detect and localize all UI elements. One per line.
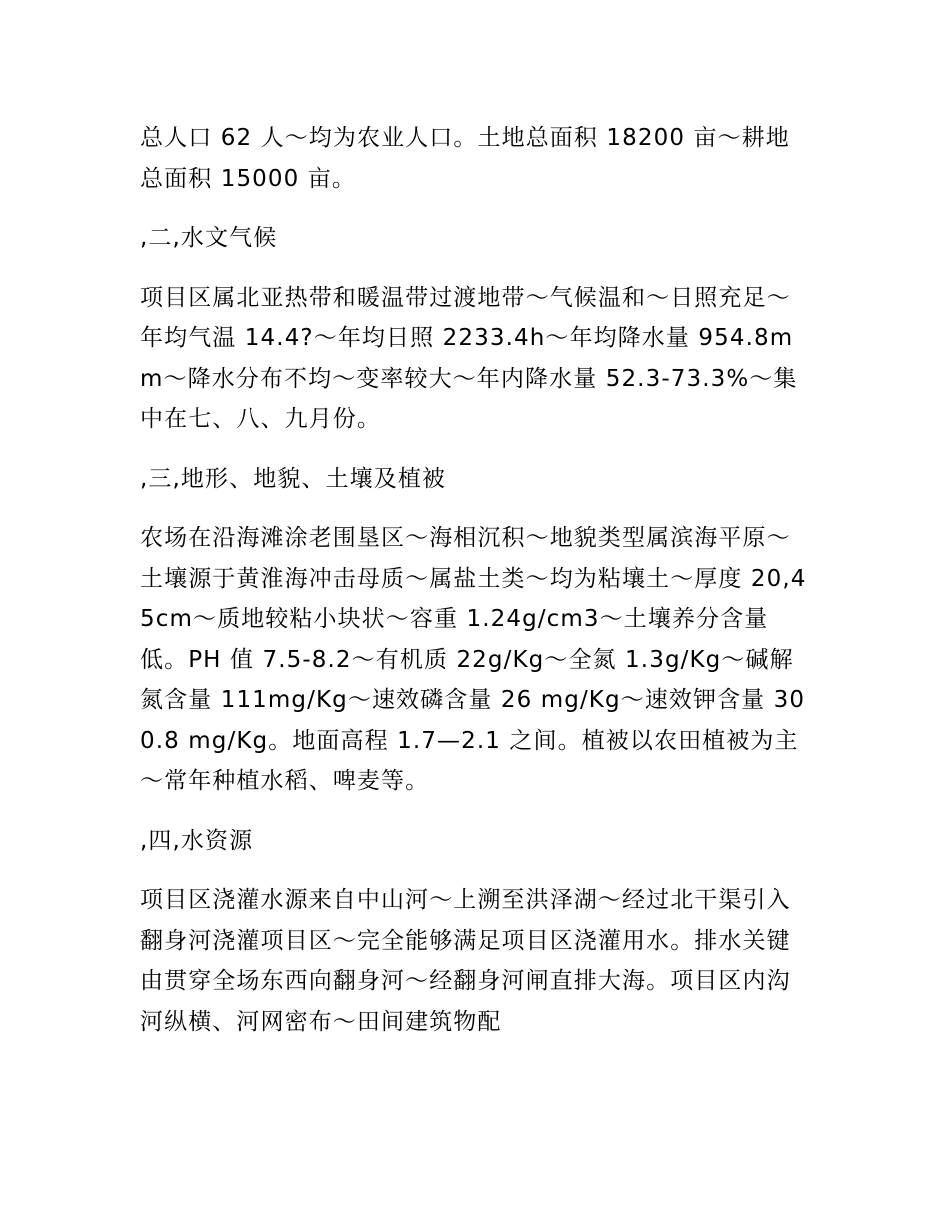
section-heading-terrain-soil-vegetation: ,三,地形、地貌、土壤及植被 [140, 465, 447, 492]
paragraph-water-resources: 项目区浇灌水源来自中山河～上溯至洪泽湖～经过北干渠引入翻身河浇灌项目区～完全能够满足项目区浇灌用水。排水关键由贯穿全场东西向翻身河～经翻身河闸直排大海。项目区内沟河纵横、河网密布～田间建筑物配 [140, 887, 791, 1035]
section-heading-water-resources: ,四,水资源 [140, 827, 254, 854]
paragraph-climate: 项目区属北亚热带和暖温带过渡地带～气候温和～日照充足～年均气温 14.4?～年均日照 2233.4h～年均降水量 954.8mm～降水分布不均～变率较大～年内降水量 52.3-73.3%～集中在七、八、九月份。 [140, 284, 798, 432]
paragraph-population: 总人口 62 人～均为农业人口。土地总面积 18200 亩～耕地总面积 15000 亩。 [140, 125, 790, 192]
section-heading-hydrology-climate: ,二,水文气候 [140, 225, 278, 251]
paragraph-terrain-soil: 农场在沿海滩涂老围垦区～海相沉积～地貌类型属滨海平原～土壤源于黄淮海冲击母质～属盐土类～均为粘壤土～厚度 20,45cm～质地较粘小块状～容重 1.24g/cm3～土壤养分含量低。PH 值 7.5-8.2～有机质 22g/Kg～全氮 1.3g/Kg～碱解氮含量 111mg/Kg～速效磷含量 26 mg/Kg～速效钾含量 300.8 mg/Kg。地面高程 1.7—2.1 之间。植被以农田植被为主～常年种植水稻、啤麦等。 [140, 525, 807, 794]
document-body [140, 118, 808, 1061]
